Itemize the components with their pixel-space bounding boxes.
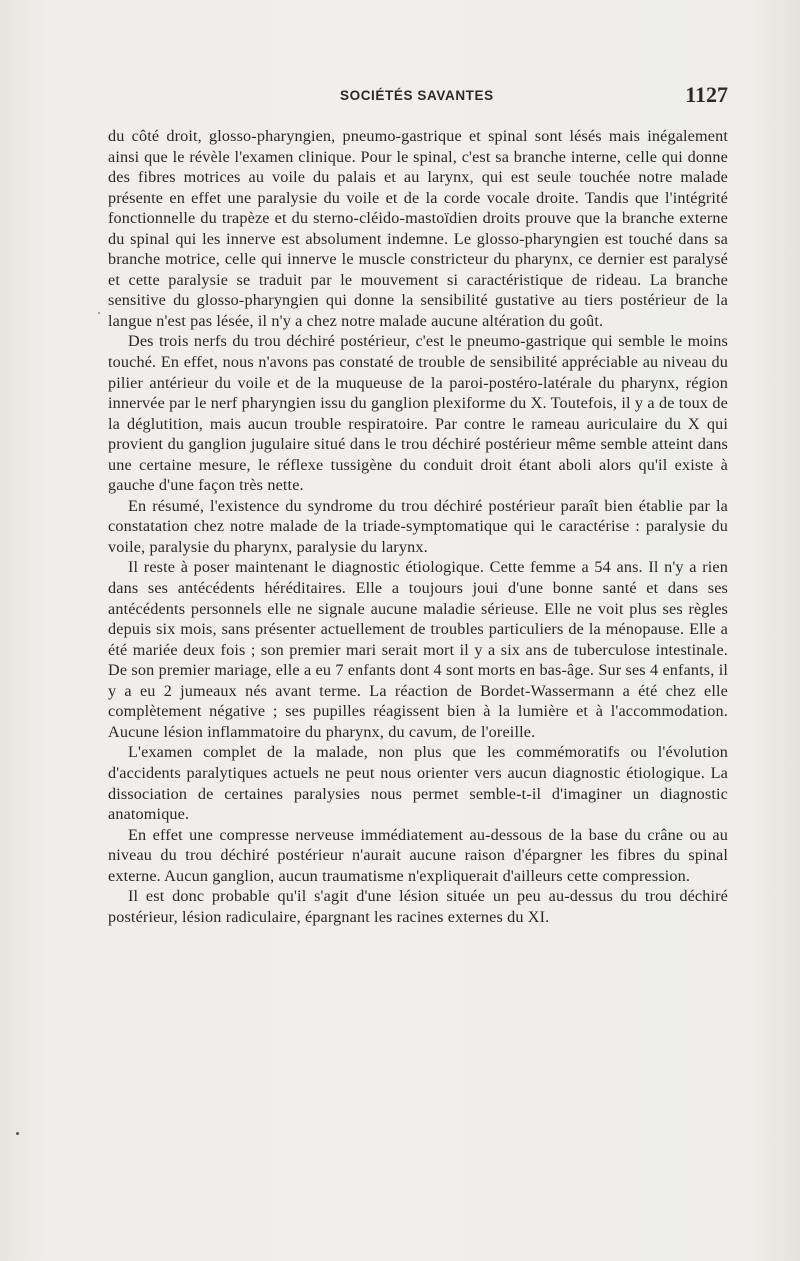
paragraph: L'examen complet de la malade, non plus que les commémoratifs ou l'évolution d'accidents paralytiques actuels ne peut nous orienter vers aucun diagnostic étiologique. La dissociation de certaines paralysies nous permet semble-t-il d'imaginer un diagnostic anatomique. — [108, 743, 728, 824]
scan-speck — [98, 312, 100, 314]
paragraph: Il reste à poser maintenant le diagnostic étiologique. Cette femme a 54 ans. Il n'y a rien dans ses antécédents héréditaires. Elle a toujours joui d'une bonne santé et dans ses antécédents personnels elle ne signale aucune maladie sérieuse. Elle ne voit plus ses règles depuis six mois, sans présenter actuellement de troubles particuliers de la ménopause. Elle a été mariée deux fois ; son premier mari serait mort il y a six ans de tuberculose intestinale. De son premier mariage, elle a eu 7 enfants dont 4 sont morts en bas-âge. Sur ses 4 enfants, il y a eu 2 jumeaux nés avant terme. La réaction de Bordet-Wassermann a été chez elle complètement négative ; ses pupilles réagissent bien à la lumière et à l'accommodation. Aucune lésion inflammatoire du pharynx, du cavum, de l'oreille. — [108, 558, 728, 741]
page-number: 1127 — [685, 82, 728, 107]
paragraph: Il est donc probable qu'il s'agit d'une lésion située un peu au-dessus du trou déchiré postérieur, lésion radiculaire, épargnant les racines externes du XI. — [108, 887, 728, 926]
paragraph: du côté droit, glosso-pharyngien, pneumo-gastrique et spinal sont lésés mais inégalement ainsi que le révèle l'examen clinique. Pour le spinal, c'est sa branche interne, celle qui donne des fibres motrices au voile du palais et au larynx, qui est seule touchée notre malade présente en effet une paralysie du voile et de la corde vocale droite. Tandis que l'intégrité fonctionnelle du trapèze et du sterno-cléido-mastoïdien droits prouve que la branche externe du spinal qui les innerve est absolument indemne. Le glosso-pharyngien est touché dans sa branche motrice, celle qui innerve le muscle constricteur du pharynx, ce dernier est paralysé et cette paralysie se traduit par le mouvement si caractéristique de rideau. La branche sensitive du glosso-pharyngien qui donne la sensibilité gustative au tiers postérieur de la langue n'est pas lésée, il n'y a chez notre malade aucune altération du goût. — [108, 127, 728, 330]
paragraph: En effet une compresse nerveuse immédiatement au-dessous de la base du crâne ou au niveau du trou déchiré postérieur n'aurait aucune raison d'épargner les fibres du spinal externe. Aucun ganglion, aucun traumatisme n'expliquerait d'ailleurs cette compression. — [108, 825, 728, 885]
paragraph: En résumé, l'existence du syndrome du trou déchiré postérieur paraît bien établie par la constatation chez notre malade de la triade-symptomatique qui le caractérise : paralysie du voile, paralysie du pharynx, paralysie du larynx. — [108, 496, 728, 556]
page-header — [108, 80, 728, 110]
running-head: SOCIÉTÉS SAVANTES — [340, 88, 494, 103]
paragraph: Des trois nerfs du trou déchiré postérieur, c'est le pneumo-gastrique qui semble le moins touché. En effet, nous n'avons pas constaté de trouble de sensibilité appréciable au niveau du pilier antérieur du voile et de la muqueuse de la paroi-postéro-latérale du pharynx, région innervée par le nerf pharyngien issu du ganglion plexiforme du X. Toutefois, il y a de toux de la déglutition, mais aucun trouble respiratoire. Par contre le rameau auriculaire du X qui provient du ganglion jugulaire situé dans le trou déchiré postérieur même semble atteint dans une certaine mesure, le réflexe tussigène du conduit droit étant aboli alors qu'il existe à gauche d'une façon très nette. — [108, 332, 728, 495]
body-text — [108, 126, 728, 927]
scan-speck — [16, 1132, 19, 1135]
